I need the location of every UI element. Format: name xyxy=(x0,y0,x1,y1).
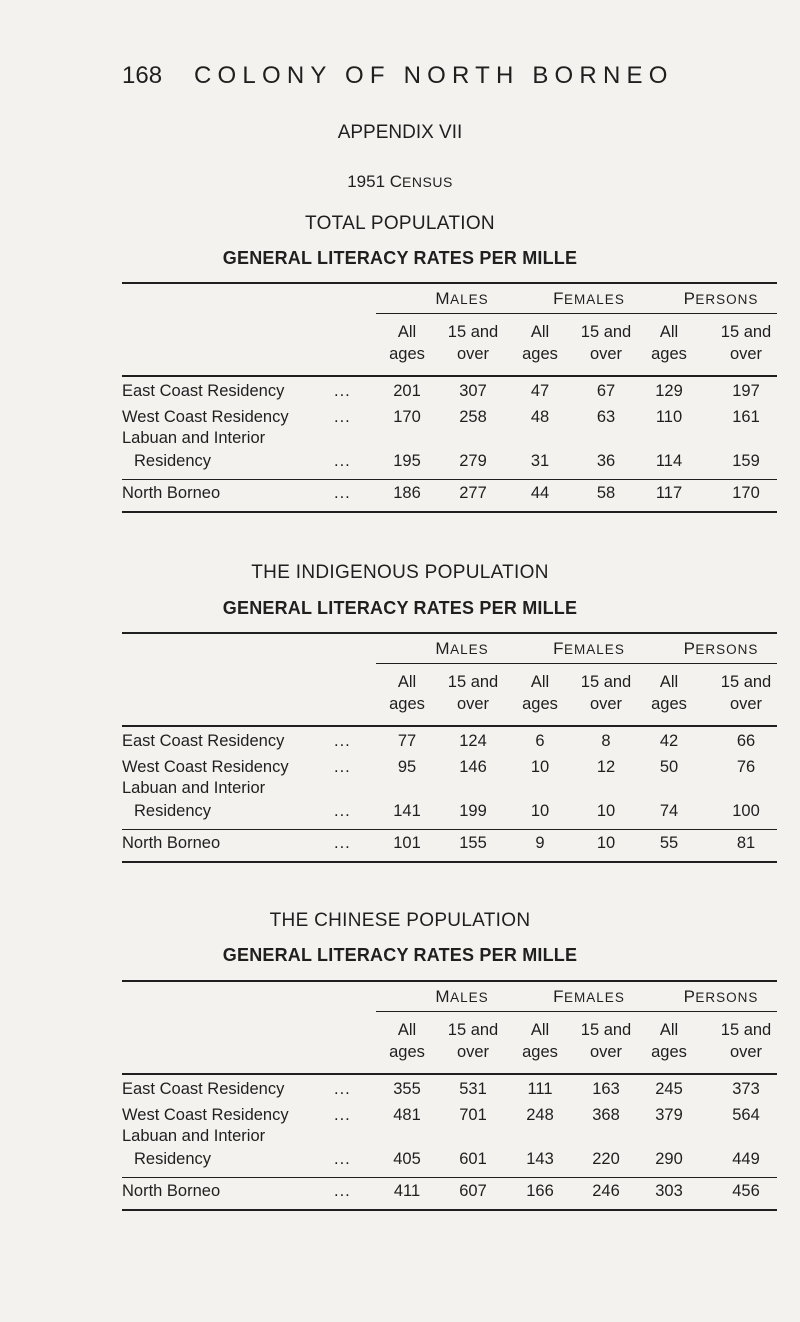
cell: 143 xyxy=(526,1150,554,1168)
table-1-title: TOTAL POPULATION xyxy=(305,213,495,234)
cell: 564 xyxy=(732,1106,760,1124)
group-persons: PERSONS xyxy=(683,987,759,1006)
col-all-ages: All ages xyxy=(522,673,558,713)
cell: 166 xyxy=(526,1182,554,1200)
group-persons: PERSONS xyxy=(683,289,759,308)
cell: 44 xyxy=(530,484,550,502)
cell: 100 xyxy=(732,802,760,820)
cell: 161 xyxy=(732,408,760,426)
cell: 124 xyxy=(459,732,487,750)
appendix-heading: APPENDIX VII xyxy=(337,122,463,143)
col-15-over: 15 and over xyxy=(720,673,772,713)
cell: 290 xyxy=(655,1150,683,1168)
cell: 31 xyxy=(530,452,550,470)
cell: 101 xyxy=(393,834,421,852)
row-label-west: West Coast Residency xyxy=(122,1106,289,1124)
row-label-labuan: Labuan and Interior xyxy=(122,1127,266,1145)
group-males: MALES xyxy=(435,639,489,658)
cell: 279 xyxy=(459,452,487,470)
census-heading: 1951 CENSUS xyxy=(347,172,453,191)
cell: 220 xyxy=(592,1150,620,1168)
group-males: MALES xyxy=(435,987,489,1006)
cell: 531 xyxy=(459,1080,487,1098)
group-females: FEMALES xyxy=(553,987,625,1006)
cell: 186 xyxy=(393,484,421,502)
cell: 36 xyxy=(596,452,616,470)
cell: 379 xyxy=(655,1106,683,1124)
cell: 48 xyxy=(530,408,550,426)
row-label-north: North Borneo xyxy=(122,1182,221,1200)
cell: 449 xyxy=(732,1150,760,1168)
cell: 129 xyxy=(655,382,683,400)
row-label-west: West Coast Residency xyxy=(122,758,289,776)
cell: 405 xyxy=(393,1150,421,1168)
col-15-over: 15 and over xyxy=(580,323,632,363)
cell: 303 xyxy=(655,1182,683,1200)
cell: 117 xyxy=(655,484,683,502)
cell: 58 xyxy=(596,484,616,502)
row-label-west: West Coast Residency xyxy=(122,408,289,426)
cell: 50 xyxy=(659,758,679,776)
census-year: 1951 xyxy=(347,172,386,191)
cell: 9 xyxy=(535,834,545,852)
cell: 277 xyxy=(459,484,487,502)
col-15-over: 15 and over xyxy=(580,673,632,713)
table-3-subtitle: GENERAL LITERACY RATES PER MILLE xyxy=(222,945,578,965)
row-label-labuan-cont: Residency xyxy=(134,802,212,820)
top-rule xyxy=(122,632,777,634)
header-rule xyxy=(122,375,777,377)
cell: 8 xyxy=(601,732,611,750)
col-all-ages: All ages xyxy=(522,323,558,363)
cell: 307 xyxy=(459,382,487,400)
cell: 195 xyxy=(393,452,421,470)
col-15-over: 15 and over xyxy=(447,323,499,363)
cell: 258 xyxy=(459,408,487,426)
cell: 81 xyxy=(736,834,756,852)
table-2-subtitle: GENERAL LITERACY RATES PER MILLE xyxy=(222,598,578,618)
row-label-labuan-cont: Residency xyxy=(134,452,212,470)
bottom-rule xyxy=(122,1209,777,1211)
col-all-ages: All ages xyxy=(522,1021,558,1061)
header-rule xyxy=(122,725,777,727)
cell: 10 xyxy=(596,834,616,852)
table-2-title: THE INDIGENOUS POPULATION xyxy=(251,562,549,583)
group-rule xyxy=(376,1011,777,1012)
col-15-over: 15 and over xyxy=(580,1021,632,1061)
cell: 245 xyxy=(655,1080,683,1098)
row-label-east: East Coast Residency xyxy=(122,382,285,400)
cell: 67 xyxy=(596,382,616,400)
top-rule xyxy=(122,282,777,284)
header-rule xyxy=(122,1073,777,1075)
cell: 77 xyxy=(397,732,417,750)
cell: 74 xyxy=(659,802,679,820)
cell: 42 xyxy=(659,732,679,750)
cell: 55 xyxy=(659,834,679,852)
col-15-over: 15 and over xyxy=(720,323,772,363)
table-1-subtitle: GENERAL LITERACY RATES PER MILLE xyxy=(222,248,578,268)
cell: 601 xyxy=(459,1150,487,1168)
col-all-ages: All ages xyxy=(389,673,425,713)
row-label-labuan: Labuan and Interior xyxy=(122,429,266,447)
cell: 111 xyxy=(527,1080,553,1098)
cell: 76 xyxy=(736,758,756,776)
group-females: FEMALES xyxy=(553,639,625,658)
col-all-ages: All ages xyxy=(389,323,425,363)
col-all-ages: All ages xyxy=(389,1021,425,1061)
col-15-over: 15 and over xyxy=(720,1021,772,1061)
cell: 373 xyxy=(732,1080,760,1098)
running-title: COLONY OF NORTH BORNEO xyxy=(194,62,674,89)
cell: 47 xyxy=(530,382,550,400)
cell: 114 xyxy=(655,452,683,470)
row-label-east: East Coast Residency xyxy=(122,1080,285,1098)
cell: 411 xyxy=(393,1182,421,1200)
group-rule xyxy=(376,663,777,664)
page-number: 168 xyxy=(122,62,163,89)
row-label-labuan-cont: Residency xyxy=(134,1150,212,1168)
bottom-rule xyxy=(122,511,777,513)
col-15-over: 15 and over xyxy=(447,673,499,713)
cell: 701 xyxy=(459,1106,487,1124)
cell: 355 xyxy=(393,1080,421,1098)
cell: 248 xyxy=(526,1106,554,1124)
total-rule xyxy=(122,829,777,830)
cell: 163 xyxy=(592,1080,620,1098)
cell: 456 xyxy=(732,1182,760,1200)
running-header xyxy=(122,62,674,90)
cell: 607 xyxy=(459,1182,487,1200)
row-label-north: North Borneo xyxy=(122,484,221,502)
cell: 66 xyxy=(736,732,756,750)
cell: 10 xyxy=(530,802,550,820)
total-rule xyxy=(122,479,777,480)
cell: 170 xyxy=(393,408,421,426)
cell: 141 xyxy=(393,802,421,820)
cell: 368 xyxy=(592,1106,620,1124)
cell: 197 xyxy=(732,382,760,400)
cell: 481 xyxy=(393,1106,421,1124)
group-males: MALES xyxy=(435,289,489,308)
cell: 146 xyxy=(459,758,487,776)
group-females: FEMALES xyxy=(553,289,625,308)
table-3-title: THE CHINESE POPULATION xyxy=(269,910,531,931)
cell: 159 xyxy=(732,452,760,470)
cell: 10 xyxy=(530,758,550,776)
cell: 63 xyxy=(596,408,616,426)
row-label-labuan: Labuan and Interior xyxy=(122,779,266,797)
col-all-ages: All ages xyxy=(651,323,687,363)
cell: 155 xyxy=(459,834,487,852)
col-all-ages: All ages xyxy=(651,673,687,713)
cell: 95 xyxy=(397,758,417,776)
top-rule xyxy=(122,980,777,982)
row-label-east: East Coast Residency xyxy=(122,732,285,750)
cell: 110 xyxy=(655,408,683,426)
total-rule xyxy=(122,1177,777,1178)
cell: 170 xyxy=(732,484,760,502)
cell: 201 xyxy=(393,382,421,400)
cell: 6 xyxy=(535,732,545,750)
bottom-rule xyxy=(122,861,777,863)
row-label-north: North Borneo xyxy=(122,834,221,852)
group-rule xyxy=(376,313,777,314)
cell: 246 xyxy=(592,1182,620,1200)
cell: 10 xyxy=(596,802,616,820)
cell: 12 xyxy=(596,758,616,776)
col-15-over: 15 and over xyxy=(447,1021,499,1061)
col-all-ages: All ages xyxy=(651,1021,687,1061)
group-persons: PERSONS xyxy=(683,639,759,658)
cell: 199 xyxy=(459,802,487,820)
